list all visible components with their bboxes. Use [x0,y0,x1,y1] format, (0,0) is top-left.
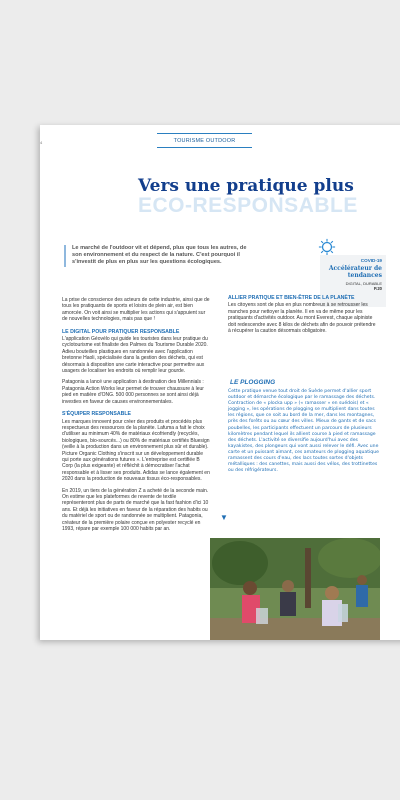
intro-paragraph: Le marché de l'outdoor vit et dépend, plus que tous les autres, de son environnement et du respect de la nature. C'est pourquoi il s'investit de plus en plus sur les questions écologiques. [64,245,252,267]
sidebar-meta: DIGITAL, DURABLE [345,281,382,286]
plogging-title: LE PLOGGING [230,379,276,386]
subheading: S'ÉQUIPER RESPONSABLE [62,411,131,418]
sidebar-tag: COVID-19 [360,258,382,263]
plogging-text: Cette pratique venue tout droit de Suède permet d'allier sport outdoor et démarche écologique par le ramassage des déchets. Contraction de « plocka upp » (« ramasser » en suédois) et « jogging », les opérations de plogging se multiplient dans toutes les régions, que ce soit au bord de la mer, dans les montagnes, près des forêts ou au cœur des villes. Mieux de gants et de sacs poubelles, les participants effectuent un parcours de plusieurs kilomètres pendant lequel ils allient course à pied et ramassage des déchets. L'activité se diversifie aujourd'hui avec des kayakistes, des plongeurs qui vont aussi relever le défi. Avec une carte et un puissant aimant, ces amateurs de plogging aquatique ramassent des cours d'eau, des lacs toutes sortes d'objets métalliques : des canettes, mais aussi des vélos, des trottinettes ou des réfrigérateurs. [228,389,379,474]
sidebar-page-ref: P.20 [373,286,382,291]
magazine-page [40,125,400,640]
subheading: LE DIGITAL POUR PRATIQUER RESPONSABLE [62,328,180,335]
right-column [228,295,378,339]
arrow-down-icon: ▼ [220,513,228,522]
paragraph: En 2019, un tiers de la génération Z a acheté de la seconde main. On estime que les plateformes de revente de textile représenteront plus de parts de marché que la fast fashion d'ici 10 ans. Et déjà les initiatives en faveur de la réparation des habits ou du matériel de sport ou de randonnée se multiplient. Patagonia, créateur de la première polaire conçue en polyester recyclé en 1993, répare par exemple 100 000 habits par an. [62,487,209,532]
paragraph: Patagonia a lancé une application à destination des Millennials : Patagonia Action Works leur permet de trouver chaussure à leur pied en matière d'ONG. 500 000 personnes se sont ainsi déjà investies en faveur de causes environnementales. [62,379,204,405]
virus-icon [318,238,336,256]
plogging-photo [210,538,380,640]
left-column [62,297,210,537]
subheading: ALLIER PRATIQUE ET BIEN-ÊTRE DE LA PLANÈTE [228,295,355,301]
paragraph: Les marques innovent pour créer des produits et procédés plus respectueux des ressources de la planète. Lafuma a fait le choix d'utiliser au minimum 40% de matériaux écofriendly (recyclés, biologiques, bio-sourcés...) ou 80% de matériaux certifiés Bluesign (veille à la production dans un environnement plus sûr et durable). Picture Organic Clothing s'inscrit sur un développement durable qui porte aux générations futures ». L'entreprise est certifiée B Corp (la plus exigeante) et réfléchit à démocratiser l'achat responsable et à lisser ses produits. Adidas se lance également en 2020 dans la production de nouveaux tissus éco-responsables. [62,418,210,483]
paragraph: L'application Géovélo qui guide les touristes dans leur pratique du cyclotourisme est finaliste des Palmes du Tourisme Durable 2020. Adieu bouteilles plastiques en randonnée avec l'application bretonne Haoli, spécialisée dans la gestion des déchets, qui est désormais à disposition une carte interactive pour permettre aux usagers de localiser les endroits où remplir leur gourde. [62,336,208,375]
page-number: 4 [40,140,43,145]
paragraph: Les citoyens sont de plus en plus nombreux à se retrousser les manches pour nettoyer la planète. Il en va de même pour les pratiquants d'activités outdoor. Au mont Everest, chaque alpiniste doit redescendre avec 8 kilos de déchets afin de pouvoir prétendre à récupérer la caution désormais obligatoire. [228,302,376,335]
title-line-1: Vers une pratique plus [138,176,354,196]
section-header: TOURISME OUTDOOR [157,133,252,148]
sidebar-title: Accélérateur de tendances [328,265,382,279]
plogging-box [220,377,382,522]
title-line-2: ECO-RESPONSABLE [138,194,358,217]
paragraph: La prise de conscience des acteurs de cette industrie, ainsi que de tous les pratiquants de sports et loisirs de plein air, est bien amorcée. On voit ainsi se multiplier les actions qui s'appuient sur de nouvelles technologies, mais pas que ! [62,297,210,323]
